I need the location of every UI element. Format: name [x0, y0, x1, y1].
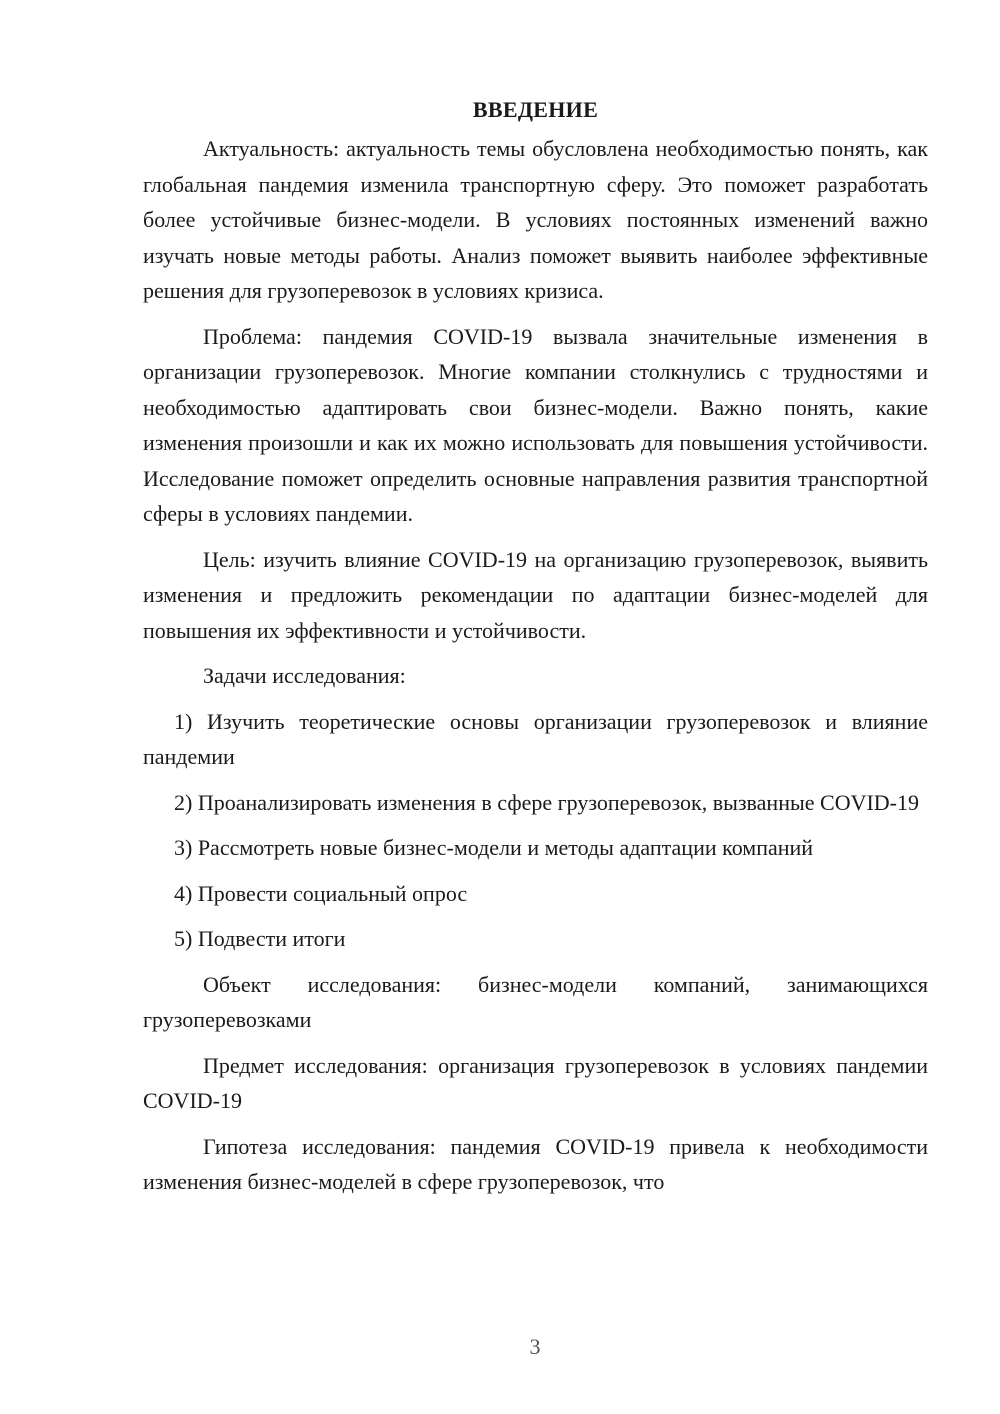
- document-page: [143, 92, 928, 1210]
- task-item-3: 3) Рассмотреть новые бизнес-модели и методы адаптации компаний: [174, 835, 814, 860]
- paragraph-object: Объект исследования: бизнес-модели компаний, занимающихся грузоперевозками: [143, 971, 928, 1032]
- paragraph-subject: Предмет исследования: организация грузоперевозок в условиях пандемии COVID-19: [143, 1052, 928, 1113]
- task-item-4: 4) Провести социальный опрос: [174, 880, 468, 906]
- paragraph-problem: Проблема: пандемия COVID-19 вызвала значительные изменения в организации грузоперевозок. Многие компании столкнулись с трудностями и необходимостью адаптировать свои бизнес-модели. Важно понять, какие изменения произошли и как их можно использовать для повышения устойчивости. Исследование поможет определить основные направления развития транспортной сферы в условиях пандемии.: [143, 323, 928, 526]
- paragraph-hypothesis: Гипотеза исследования: пандемия COVID-19 привела к необходимости изменения бизнес-моделей в сфере грузоперевозок, что: [143, 1133, 928, 1194]
- task-item-1: 1) Изучить теоретические основы организации грузоперевозок и влияние пандемии: [143, 708, 928, 769]
- task-item-2: 2) Проанализировать изменения в сфере грузоперевозок, вызванные COVID-19: [174, 789, 920, 815]
- task-item-5: 5) Подвести итоги: [174, 926, 346, 951]
- paragraph-relevance: Актуальность: актуальность темы обусловлена необходимостью понять, как глобальная пандемия изменила транспортную сферу. Это поможет разработать более устойчивые бизнес-модели. В условиях постоянных изменений важно изучать новые методы работы. Анализ поможет выявить наиболее эффективные решения для грузоперевозок в условиях кризиса.: [143, 136, 928, 303]
- page-number: 3: [529, 1334, 541, 1359]
- paragraph-tasks-heading: Задачи исследования:: [203, 663, 406, 688]
- paragraph-goal: Цель: изучить влияние COVID-19 на организацию грузоперевозок, выявить изменения и предложить рекомендации по адаптации бизнес-моделей для повышения их эффективности и устойчивости.: [143, 546, 928, 643]
- section-title: ВВЕДЕНИЕ: [472, 97, 599, 122]
